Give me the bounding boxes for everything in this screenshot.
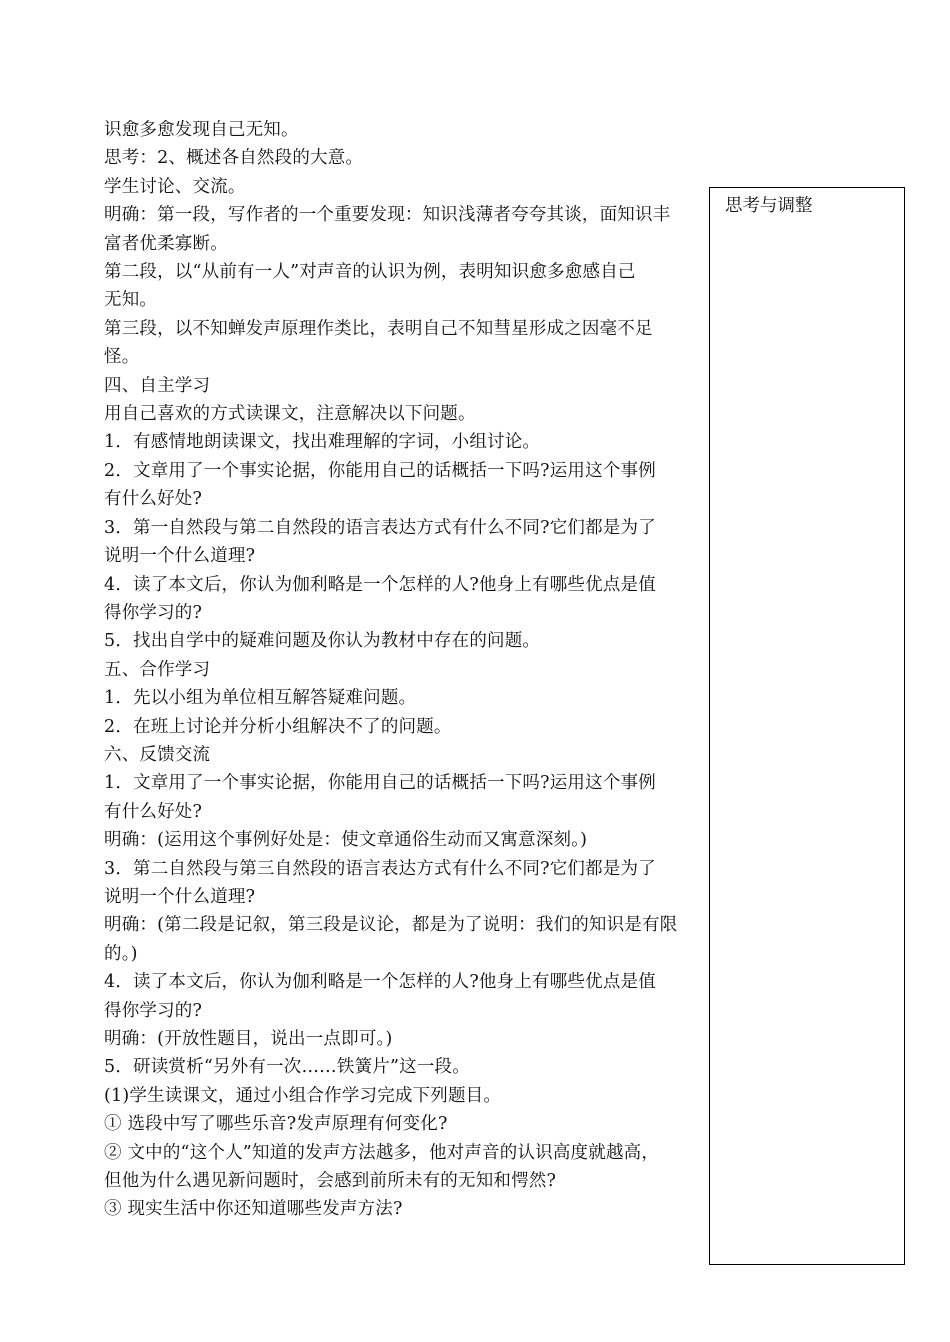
text-line: ③ 现实生活中你还知道哪些发声方法? [104, 1199, 403, 1220]
text-line: 明确：(运用这个事例好处是：使文章通俗生动而又寓意深刻。) [104, 830, 588, 851]
text-line: 富者优柔寡断。 [104, 233, 228, 254]
text-line: 4．读了本文后，你认为伽利略是一个怎样的人?他身上有哪些优点是值 [104, 972, 656, 993]
text-line: 六、反馈交流 [104, 744, 211, 765]
text-line: 思考：2、概述各自然段的大意。 [104, 148, 364, 169]
text-line: 得你学习的? [104, 602, 203, 623]
text-line: 1．先以小组为单位相互解答疑难问题。 [104, 688, 417, 709]
text-line: 4．读了本文后，你认为伽利略是一个怎样的人?他身上有哪些优点是值 [104, 574, 656, 595]
text-line: 有什么好处? [104, 489, 203, 510]
text-line: ① 选段中写了哪些乐音?发声原理有何变化? [104, 1114, 448, 1135]
text-line: 5．找出自学中的疑难问题及你认为教材中存在的问题。 [104, 631, 541, 652]
text-line: 用自己喜欢的方式读课文，注意解决以下问题。 [104, 404, 476, 425]
text-line: 第二段，以“从前有一人”对声音的认识为例，表明知识愈多愈感自己 [104, 262, 636, 283]
text-line: 5．研读赏析“另外有一次……铁簧片”这一段。 [104, 1057, 470, 1078]
text-line: 明确：(开放性题目，说出一点即可。) [104, 1029, 393, 1049]
text-line: 1．文章用了一个事实论据，你能用自己的话概括一下吗?运用这个事例 [104, 773, 656, 794]
text-line: 2．文章用了一个事实论据，你能用自己的话概括一下吗?运用这个事例 [104, 460, 656, 481]
text-line: 说明一个什么道理? [104, 886, 256, 907]
text-line: 怪。 [104, 347, 140, 368]
text-line: 有什么好处? [104, 801, 203, 822]
text-line: 2．在班上讨论并分析小组解决不了的问题。 [104, 716, 452, 737]
text-line: 1．有感情地朗读课文，找出难理解的字词，小组讨论。 [104, 432, 541, 453]
text-line: 3．第二自然段与第三自然段的语言表达方式有什么不同?它们都是为了 [104, 858, 656, 879]
text-line: 五、合作学习 [104, 659, 211, 680]
text-line: 说明一个什么道理? [104, 546, 256, 567]
text-line: 3．第一自然段与第二自然段的语言表达方式有什么不同?它们都是为了 [104, 517, 656, 538]
text-line: 但他为什么遇见新问题时，会感到前所未有的无知和愕然? [104, 1171, 557, 1192]
text-line: 四、自主学习 [104, 375, 211, 396]
text-line: 的。) [104, 943, 138, 964]
reflection-box-title: 思考与调整 [725, 196, 813, 216]
text-line: 无知。 [104, 290, 158, 311]
reflection-box [709, 187, 905, 1265]
text-line: 得你学习的? [104, 1000, 203, 1021]
text-line: 识愈多愈发现自己无知。 [104, 120, 299, 140]
text-line: 第三段，以不知蝉发声原理作类比，表明自己不知彗星形成之因毫不足 [104, 318, 653, 339]
text-line: 学生讨论、交流。 [104, 176, 246, 197]
text-line: ② 文中的“这个人”知道的发声方法越多，他对声音的认识高度就越高， [104, 1142, 660, 1163]
lesson-text [104, 116, 704, 1224]
text-line: 明确：第一段，写作者的一个重要发现：知识浅薄者夸夸其谈，面知识丰 [104, 205, 671, 226]
text-line: (1)学生读课文，通过小组合作学习完成下列题目。 [104, 1085, 502, 1106]
text-line: 明确：(第二段是记叙，第三段是议论，都是为了说明：我们的知识是有限 [104, 915, 678, 936]
